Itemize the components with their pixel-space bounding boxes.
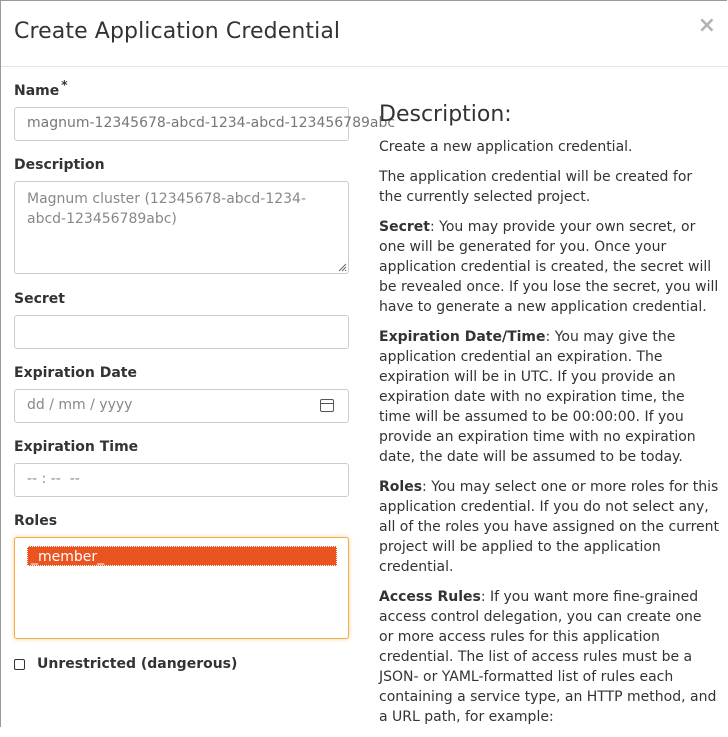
expiration-time-label: Expiration Time [14, 439, 139, 455]
unrestricted-checkbox-row[interactable] [14, 656, 237, 672]
unrestricted-checkbox[interactable] [14, 659, 25, 670]
description-value: Magnum cluster (12345678-abcd-1234-abcd-123456789abc) [27, 191, 306, 227]
roles-label: Roles [14, 513, 58, 529]
roles-multiselect[interactable] [14, 537, 349, 639]
help-secret-term: Secret [379, 219, 430, 235]
description-label: Description [14, 157, 105, 173]
name-label-text: Name [14, 83, 60, 99]
roles-option-member[interactable]: _member_ [27, 546, 337, 566]
name-label [14, 78, 68, 99]
help-access-text: : If you want more fine-grained access control delegation, you can create one or more access rules for this application credential. The list of access rules must be a JSON- or YAML-formatted list of rules each containing a service type, an HTTP method, and a URL path, for example: [379, 589, 717, 725]
help-secret [379, 217, 719, 317]
secret-input[interactable] [14, 315, 349, 349]
help-secret-text: : You may provide your own secret, or one will be generated for you. Once your application credential is created, the secret will be revealed once. If you lose the secret, you will have to generate a new application credential. [379, 219, 719, 315]
calendar-icon[interactable] [320, 399, 334, 412]
help-expiration-term: Expiration Date/Time [379, 329, 546, 345]
expiration-date-label: Expiration Date [14, 365, 137, 381]
expiration-date-input[interactable] [14, 389, 349, 423]
help-panel [379, 101, 719, 737]
name-input[interactable]: magnum-12345678-abcd-1234-abcd-123456789abc [14, 107, 349, 141]
description-textarea[interactable] [14, 181, 349, 274]
help-roles [379, 477, 719, 577]
resize-grip-icon[interactable] [337, 262, 347, 272]
help-roles-text: : You may select one or more roles for this application credential. If you do not select any, all of the roles you have assigned on the current project will be applied to the application credential. [379, 479, 719, 575]
help-expiration [379, 327, 719, 467]
secret-label: Secret [14, 291, 65, 307]
help-intro: Create a new application credential. [379, 139, 633, 155]
help-access-term: Access Rules [379, 589, 481, 605]
modal-title: Create Application Credential [14, 19, 341, 44]
help-project-note: The application credential will be created for the currently selected project. [379, 169, 693, 205]
help-heading: Description: [379, 102, 512, 127]
help-expiration-text: : You may give the application credential an expiration. The expiration will be in UTC. If you provide an expiration date with no expiration time, the time will be assumed to be 00:00:00. If you provide an expiration time with no expiration date, the date will be assumed to be today. [379, 329, 696, 465]
expiration-time-input[interactable]: -- : -- -- [14, 463, 349, 497]
modal-header [1, 1, 728, 67]
help-access-rules [379, 587, 719, 727]
expiration-date-placeholder: dd / mm / yyyy [27, 397, 133, 413]
help-roles-term: Roles [379, 479, 423, 495]
close-icon[interactable]: × [697, 13, 716, 38]
required-mark: * [61, 78, 68, 92]
unrestricted-label: Unrestricted (dangerous) [37, 656, 238, 672]
